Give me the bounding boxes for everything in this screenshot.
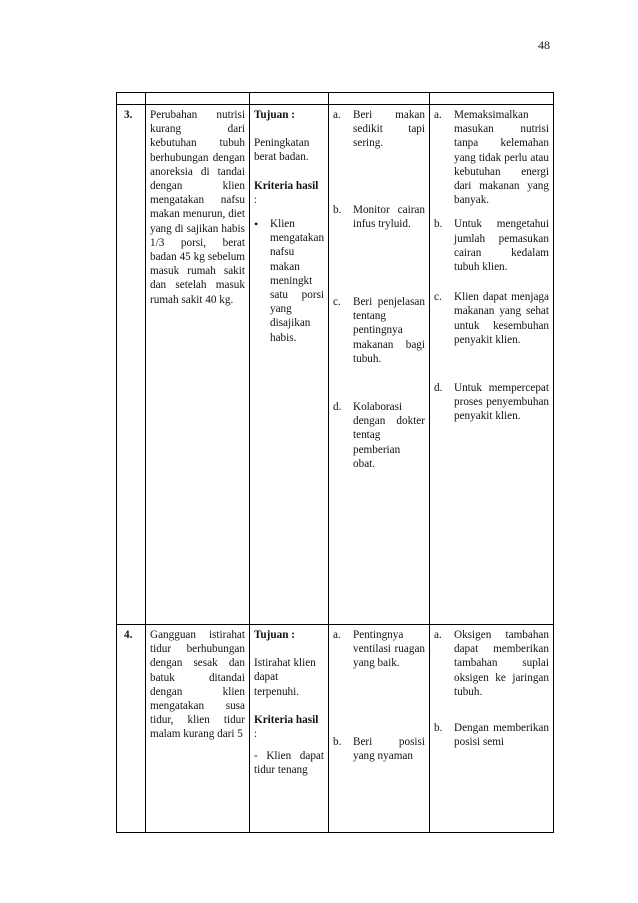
rationale-cell — [430, 625, 554, 833]
item-text: Beri posisi yang nyaman — [353, 735, 425, 762]
item-label: a. — [333, 629, 341, 641]
item-label: a. — [434, 109, 442, 121]
rationale-item — [434, 381, 549, 424]
intervention-item — [333, 295, 425, 366]
page-number: 48 — [538, 38, 550, 52]
criteria-colon: : — [254, 193, 258, 206]
goal-cell — [250, 625, 329, 833]
intervention-item — [333, 108, 425, 151]
item-label: a. — [434, 629, 442, 641]
intervention-item — [333, 400, 425, 471]
rationale-cell — [430, 105, 554, 625]
rationale-item — [434, 290, 549, 347]
intervention-cell — [329, 625, 430, 833]
intervention-item — [333, 628, 425, 671]
diagnosis-cell: Perubahan nutrisi kurang dari kebutuhan tubuh berhubungan dengan anoreksia di tandai dengan klien mengatakan nafsu makan menurun, diet yang di sajikan habis 1/3 porsi, berat badan 45 kg sebelum masuk rumah sakit dan setelah masuk rumah sakit 40 kg. — [146, 105, 250, 625]
item-text: Oksigen tambahan dapat memberikan tambahan suplai oksigen ke jaringan tubuh. — [454, 629, 549, 698]
criteria-label: Kriteria hasil — [254, 713, 319, 726]
goal-label: Tujuan : — [254, 109, 295, 121]
intervention-item — [333, 735, 425, 763]
bullet-icon: • — [254, 217, 259, 232]
criteria-colon: : — [254, 728, 258, 741]
item-label: d. — [333, 401, 342, 414]
item-label: b. — [434, 722, 443, 735]
item-label: a. — [333, 109, 341, 121]
header-cell — [250, 93, 329, 105]
header-cell — [329, 93, 430, 105]
goal-cell — [250, 105, 329, 625]
row-number: 3. — [117, 105, 146, 625]
nursing-care-table — [116, 92, 554, 833]
rationale-item — [434, 217, 549, 274]
criteria-item — [254, 217, 324, 345]
rationale-item — [434, 721, 549, 749]
intervention-cell — [329, 105, 430, 625]
item-label: c. — [333, 296, 341, 309]
item-label: c. — [434, 291, 442, 304]
item-label: b. — [333, 203, 342, 216]
row-number: 4. — [117, 625, 146, 833]
item-label: d. — [434, 382, 443, 395]
criteria-text: - Klien dapat tidur tenang — [254, 750, 324, 777]
item-text: Beri makan sedikit tapi sering. — [353, 109, 425, 150]
table-row — [117, 625, 554, 833]
goal-text: Istirahat klien dapat terpenuhi. — [254, 657, 316, 698]
table-row — [117, 105, 554, 625]
item-label: b. — [333, 735, 342, 748]
item-text: Kolaborasi dengan dokter tentag pemberian obat. — [353, 401, 425, 470]
goal-label: Tujuan : — [254, 629, 295, 641]
criteria-heading — [254, 713, 324, 741]
criteria-heading — [254, 179, 324, 207]
item-text: Dengan memberikan posisi semi — [454, 722, 549, 749]
item-text: Memaksimalkan masukan nutrisi tanpa kelemahan yang tidak perlu atau kebutuhan energi dari makanan yang banyak. — [454, 109, 549, 207]
table-header-row — [117, 93, 554, 105]
criteria-text: Klien mengatakan nafsu makan meningkt satu porsi yang disajikan habis. — [270, 218, 325, 344]
header-cell — [146, 93, 250, 105]
rationale-item — [434, 108, 549, 207]
intervention-item — [333, 203, 425, 231]
header-cell — [430, 93, 554, 105]
item-label: b. — [434, 218, 443, 231]
diagnosis-cell: Gangguan istirahat tidur berhubungan dengan sesak dan batuk ditandai dengan klien mengatakan susa tidur, klien tidur malam kurang dari 5 — [146, 625, 250, 833]
goal-text: Peningkatan berat badan. — [254, 137, 310, 164]
item-text: Pentingnya ventilasi ruagan yang baik. — [353, 629, 425, 670]
rationale-item — [434, 628, 549, 699]
criteria-label: Kriteria hasil — [254, 179, 319, 192]
item-text: Klien dapat menjaga makanan yang sehat untuk kesembuhan penyakit klien. — [454, 291, 549, 346]
item-text: Untuk mempercepat proses penyembuhan penyakit klien. — [454, 382, 549, 423]
header-cell — [117, 93, 146, 105]
item-text: Monitor cairan infus tryluid. — [353, 203, 425, 230]
item-text: Untuk mengetahui jumlah pemasukan cairan kedalam tubuh klien. — [454, 218, 549, 274]
item-text: Beri penjelasan tentang pentingnya makanan bagi tubuh. — [353, 296, 425, 365]
